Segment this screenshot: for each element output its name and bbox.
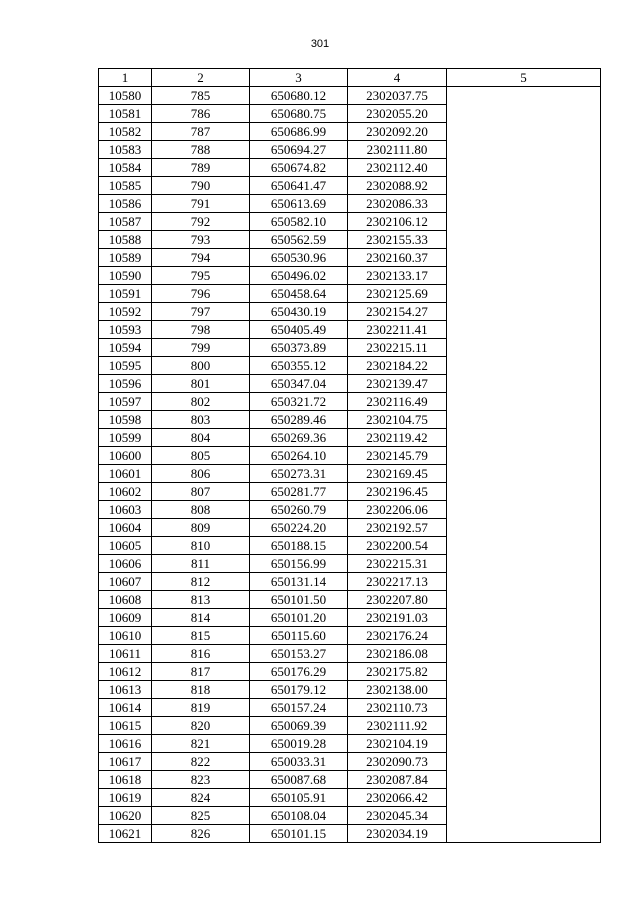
table-cell-col3: 650101.15 (250, 825, 348, 843)
table-cell-col2: 824 (152, 789, 250, 807)
table-cell-col4: 2302155.33 (348, 231, 447, 249)
table-cell-col2: 804 (152, 429, 250, 447)
table-cell-col1: 10615 (99, 717, 152, 735)
table-cell-col4: 2302176.24 (348, 627, 447, 645)
table-cell-col3: 650347.04 (250, 375, 348, 393)
table-cell-col1: 10589 (99, 249, 152, 267)
table-cell-col1: 10580 (99, 87, 152, 105)
table-cell-col3: 650674.82 (250, 159, 348, 177)
table-cell-col3: 650405.49 (250, 321, 348, 339)
table-cell-col2: 794 (152, 249, 250, 267)
table-cell-col2: 786 (152, 105, 250, 123)
table-cell-col4: 2302106.12 (348, 213, 447, 231)
table-cell-col4: 2302196.45 (348, 483, 447, 501)
table-cell-col2: 806 (152, 465, 250, 483)
table-cell-col4: 2302104.75 (348, 411, 447, 429)
table-cell-col4: 2302206.06 (348, 501, 447, 519)
table-cell-col2: 796 (152, 285, 250, 303)
column-header-3: 3 (250, 69, 348, 87)
table-cell-col5-merged (447, 87, 601, 843)
table-cell-col1: 10586 (99, 195, 152, 213)
table-cell-col3: 650087.68 (250, 771, 348, 789)
table-cell-col1: 10618 (99, 771, 152, 789)
table-cell-col2: 812 (152, 573, 250, 591)
table-cell-col4: 2302207.80 (348, 591, 447, 609)
table-cell-col3: 650273.31 (250, 465, 348, 483)
table-cell-col2: 797 (152, 303, 250, 321)
table-cell-col3: 650153.27 (250, 645, 348, 663)
table-cell-col3: 650108.04 (250, 807, 348, 825)
table-cell-col4: 2302186.08 (348, 645, 447, 663)
table-cell-col4: 2302112.40 (348, 159, 447, 177)
table-cell-col3: 650613.69 (250, 195, 348, 213)
table-cell-col1: 10612 (99, 663, 152, 681)
table-cell-col1: 10620 (99, 807, 152, 825)
table-cell-col1: 10617 (99, 753, 152, 771)
table-cell-col2: 790 (152, 177, 250, 195)
table-cell-col1: 10601 (99, 465, 152, 483)
table-cell-col4: 2302055.20 (348, 105, 447, 123)
column-header-1: 1 (99, 69, 152, 87)
table-cell-col4: 2302192.57 (348, 519, 447, 537)
table-cell-col2: 795 (152, 267, 250, 285)
table-cell-col3: 650289.46 (250, 411, 348, 429)
table-cell-col4: 2302086.33 (348, 195, 447, 213)
table-cell-col1: 10621 (99, 825, 152, 843)
table-cell-col2: 811 (152, 555, 250, 573)
table-cell-col2: 816 (152, 645, 250, 663)
table-cell-col1: 10616 (99, 735, 152, 753)
table-cell-col4: 2302200.54 (348, 537, 447, 555)
table-cell-col3: 650131.14 (250, 573, 348, 591)
table-cell-col2: 817 (152, 663, 250, 681)
table-cell-col2: 788 (152, 141, 250, 159)
table-cell-col1: 10614 (99, 699, 152, 717)
table-cell-col2: 791 (152, 195, 250, 213)
table-cell-col4: 2302110.73 (348, 699, 447, 717)
table-cell-col3: 650562.59 (250, 231, 348, 249)
table-cell-col3: 650188.15 (250, 537, 348, 555)
table-cell-col1: 10604 (99, 519, 152, 537)
table-cell-col3: 650101.20 (250, 609, 348, 627)
table-cell-col4: 2302092.20 (348, 123, 447, 141)
table-cell-col2: 792 (152, 213, 250, 231)
table-cell-col3: 650694.27 (250, 141, 348, 159)
table-cell-col2: 825 (152, 807, 250, 825)
table-cell-col4: 2302088.92 (348, 177, 447, 195)
table-cell-col1: 10602 (99, 483, 152, 501)
table-cell-col4: 2302160.37 (348, 249, 447, 267)
table-cell-col2: 799 (152, 339, 250, 357)
table-cell-col1: 10597 (99, 393, 152, 411)
column-header-4: 4 (348, 69, 447, 87)
table-cell-col3: 650430.19 (250, 303, 348, 321)
table-cell-col1: 10608 (99, 591, 152, 609)
table-cell-col3: 650680.12 (250, 87, 348, 105)
table-cell-col4: 2302154.27 (348, 303, 447, 321)
table-body (99, 87, 601, 843)
table-cell-col1: 10593 (99, 321, 152, 339)
table-cell-col4: 2302119.42 (348, 429, 447, 447)
table-cell-col2: 819 (152, 699, 250, 717)
table-cell-col4: 2302116.49 (348, 393, 447, 411)
table-cell-col1: 10606 (99, 555, 152, 573)
table-cell-col3: 650069.39 (250, 717, 348, 735)
table-cell-col1: 10588 (99, 231, 152, 249)
table-cell-col1: 10609 (99, 609, 152, 627)
table-cell-col4: 2302037.75 (348, 87, 447, 105)
table-cell-col4: 2302045.34 (348, 807, 447, 825)
table-cell-col2: 793 (152, 231, 250, 249)
table-cell-col2: 823 (152, 771, 250, 789)
table-cell-col1: 10583 (99, 141, 152, 159)
table-cell-col2: 789 (152, 159, 250, 177)
table-cell-col3: 650176.29 (250, 663, 348, 681)
table-cell-col1: 10595 (99, 357, 152, 375)
table-cell-col4: 2302215.31 (348, 555, 447, 573)
table-cell-col2: 785 (152, 87, 250, 105)
table-cell-col3: 650281.77 (250, 483, 348, 501)
table-cell-col1: 10584 (99, 159, 152, 177)
table-cell-col4: 2302217.13 (348, 573, 447, 591)
table-cell-col3: 650157.24 (250, 699, 348, 717)
table-cell-col4: 2302090.73 (348, 753, 447, 771)
table-cell-col3: 650530.96 (250, 249, 348, 267)
table-cell-col2: 807 (152, 483, 250, 501)
table-cell-col3: 650115.60 (250, 627, 348, 645)
table-cell-col4: 2302034.19 (348, 825, 447, 843)
table-cell-col4: 2302211.41 (348, 321, 447, 339)
table-header-row (99, 69, 601, 87)
table-cell-col4: 2302125.69 (348, 285, 447, 303)
table-cell-col3: 650321.72 (250, 393, 348, 411)
table-cell-col3: 650641.47 (250, 177, 348, 195)
table-cell-col3: 650269.36 (250, 429, 348, 447)
table-cell-col3: 650224.20 (250, 519, 348, 537)
table-cell-col4: 2302133.17 (348, 267, 447, 285)
table-cell-col4: 2302215.11 (348, 339, 447, 357)
table-cell-col4: 2302087.84 (348, 771, 447, 789)
table-cell-col2: 798 (152, 321, 250, 339)
table-cell-col3: 650686.99 (250, 123, 348, 141)
table-cell-col1: 10587 (99, 213, 152, 231)
table-cell-col2: 808 (152, 501, 250, 519)
table-cell-col3: 650101.50 (250, 591, 348, 609)
table-cell-col4: 2302175.82 (348, 663, 447, 681)
table-row (99, 87, 601, 105)
table-cell-col2: 813 (152, 591, 250, 609)
table-cell-col1: 10598 (99, 411, 152, 429)
table-cell-col2: 826 (152, 825, 250, 843)
page-number: 301 (310, 38, 330, 50)
table-cell-col1: 10603 (99, 501, 152, 519)
table-cell-col3: 650179.12 (250, 681, 348, 699)
table-cell-col4: 2302145.79 (348, 447, 447, 465)
table-cell-col2: 815 (152, 627, 250, 645)
table-cell-col2: 821 (152, 735, 250, 753)
table-cell-col2: 802 (152, 393, 250, 411)
table-cell-col3: 650496.02 (250, 267, 348, 285)
coordinates-table (98, 68, 601, 843)
table-cell-col4: 2302184.22 (348, 357, 447, 375)
table-cell-col1: 10594 (99, 339, 152, 357)
table-cell-col1: 10592 (99, 303, 152, 321)
table-cell-col2: 803 (152, 411, 250, 429)
table-cell-col1: 10613 (99, 681, 152, 699)
table-cell-col4: 2302104.19 (348, 735, 447, 753)
table-cell-col4: 2302169.45 (348, 465, 447, 483)
table-cell-col3: 650156.99 (250, 555, 348, 573)
table-cell-col3: 650373.89 (250, 339, 348, 357)
table-cell-col2: 787 (152, 123, 250, 141)
table-cell-col2: 801 (152, 375, 250, 393)
table-cell-col3: 650680.75 (250, 105, 348, 123)
table-cell-col4: 2302138.00 (348, 681, 447, 699)
table-cell-col1: 10605 (99, 537, 152, 555)
table-cell-col3: 650264.10 (250, 447, 348, 465)
table-cell-col1: 10607 (99, 573, 152, 591)
table-cell-col1: 10596 (99, 375, 152, 393)
table-cell-col1: 10610 (99, 627, 152, 645)
table-cell-col1: 10585 (99, 177, 152, 195)
table-cell-col4: 2302139.47 (348, 375, 447, 393)
table-cell-col1: 10582 (99, 123, 152, 141)
table-cell-col3: 650458.64 (250, 285, 348, 303)
table-cell-col2: 800 (152, 357, 250, 375)
table-cell-col1: 10581 (99, 105, 152, 123)
table-cell-col3: 650260.79 (250, 501, 348, 519)
table-cell-col2: 810 (152, 537, 250, 555)
table-cell-col4: 2302111.80 (348, 141, 447, 159)
table-cell-col1: 10611 (99, 645, 152, 663)
table-cell-col2: 809 (152, 519, 250, 537)
table-cell-col1: 10591 (99, 285, 152, 303)
table-cell-col4: 2302191.03 (348, 609, 447, 627)
column-header-5: 5 (447, 69, 601, 87)
table-cell-col2: 814 (152, 609, 250, 627)
table-cell-col3: 650033.31 (250, 753, 348, 771)
table-cell-col1: 10619 (99, 789, 152, 807)
table-cell-col2: 818 (152, 681, 250, 699)
table-cell-col2: 820 (152, 717, 250, 735)
table-cell-col3: 650105.91 (250, 789, 348, 807)
table-cell-col3: 650582.10 (250, 213, 348, 231)
table-cell-col3: 650355.12 (250, 357, 348, 375)
table-cell-col2: 822 (152, 753, 250, 771)
table-cell-col1: 10600 (99, 447, 152, 465)
table-cell-col3: 650019.28 (250, 735, 348, 753)
table-cell-col4: 2302066.42 (348, 789, 447, 807)
table-cell-col2: 805 (152, 447, 250, 465)
table-cell-col1: 10599 (99, 429, 152, 447)
table-cell-col4: 2302111.92 (348, 717, 447, 735)
table-cell-col1: 10590 (99, 267, 152, 285)
column-header-2: 2 (152, 69, 250, 87)
